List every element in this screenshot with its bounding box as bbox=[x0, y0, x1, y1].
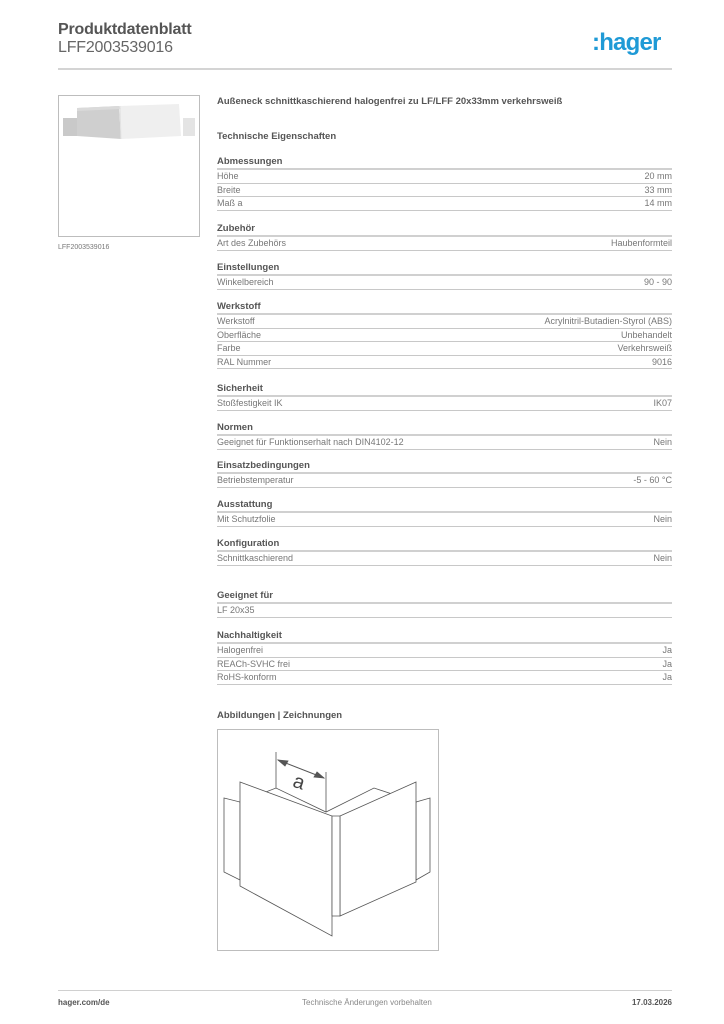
corner-drawing-icon bbox=[218, 730, 438, 950]
row-value: -5 - 60 °C bbox=[633, 475, 672, 485]
section-heading: Einsatzbedingungen bbox=[217, 459, 672, 474]
website-link[interactable]: hager.com/de bbox=[58, 998, 110, 1007]
row-label: Geeignet für Funktionserhalt nach DIN4102-12 bbox=[217, 437, 404, 447]
section-einstellungen bbox=[217, 261, 672, 290]
row-label: Halogenfrei bbox=[217, 645, 264, 655]
section-heading: Werkstoff bbox=[217, 300, 672, 315]
row-value: Nein bbox=[653, 514, 672, 524]
section-heading: Geeignet für bbox=[217, 589, 672, 604]
section-zubehoer bbox=[217, 222, 672, 251]
section-heading: Ausstattung bbox=[217, 498, 672, 513]
table-row bbox=[217, 315, 672, 329]
row-label: LF 20x35 bbox=[217, 605, 255, 615]
row-label: Art des Zubehörs bbox=[217, 238, 287, 248]
table-row bbox=[217, 342, 672, 356]
row-label: REACh-SVHC frei bbox=[217, 658, 291, 669]
section-heading: Sicherheit bbox=[217, 382, 672, 397]
row-label: Höhe bbox=[217, 171, 239, 181]
product-photo-icon bbox=[59, 96, 199, 236]
row-value: Nein bbox=[653, 553, 672, 563]
table-row bbox=[217, 184, 672, 198]
table-row bbox=[217, 644, 672, 658]
section-heading: Normen bbox=[217, 421, 672, 436]
row-value: Ja bbox=[662, 672, 672, 682]
row-value: 14 mm bbox=[644, 198, 672, 208]
section-heading: Konfiguration bbox=[217, 537, 672, 552]
section-nachhaltigkeit bbox=[217, 629, 672, 685]
section-normen bbox=[217, 421, 672, 450]
row-value: Acrylnitril-Butadien-Styrol (ABS) bbox=[544, 316, 672, 326]
row-value: Ja bbox=[662, 645, 672, 655]
technical-drawing bbox=[217, 729, 439, 951]
row-value: Unbehandelt bbox=[620, 329, 672, 340]
table-row bbox=[217, 604, 672, 618]
row-value: Ja bbox=[662, 658, 672, 669]
table-row bbox=[217, 513, 672, 527]
row-label: Breite bbox=[217, 184, 241, 195]
section-abmessungen bbox=[217, 155, 672, 211]
product-thumbnail bbox=[58, 95, 200, 237]
table-row bbox=[217, 170, 672, 184]
row-value: 9016 bbox=[651, 356, 672, 367]
footer-date: 17.03.2026 bbox=[631, 998, 672, 1007]
section-heading: Abmessungen bbox=[217, 155, 672, 170]
table-row bbox=[217, 397, 672, 411]
header-divider bbox=[58, 68, 672, 70]
footer-disclaimer: Technische Änderungen vorbehalten bbox=[302, 998, 432, 1007]
row-label: Stoßfestigkeit IK bbox=[217, 398, 283, 408]
table-row bbox=[217, 474, 672, 488]
section-einsatzbedingungen bbox=[217, 459, 672, 488]
row-label: Mit Schutzfolie bbox=[217, 514, 276, 524]
row-label: Winkelbereich bbox=[217, 277, 274, 287]
footer-divider bbox=[58, 990, 672, 991]
row-label: Maß a bbox=[217, 198, 243, 208]
section-werkstoff bbox=[217, 300, 672, 369]
table-row bbox=[217, 197, 672, 211]
row-label: RAL Nummer bbox=[217, 356, 272, 367]
table-row bbox=[217, 671, 672, 685]
table-row bbox=[217, 658, 672, 672]
row-label: Werkstoff bbox=[217, 316, 255, 326]
section-heading: Nachhaltigkeit bbox=[217, 629, 672, 644]
thumbnail-caption: LFF2003539016 bbox=[58, 244, 110, 251]
row-label: Oberfläche bbox=[217, 329, 262, 340]
section-konfiguration bbox=[217, 537, 672, 566]
row-value: Verkehrsweiß bbox=[617, 343, 672, 353]
table-row bbox=[217, 329, 672, 343]
row-label: Betriebstemperatur bbox=[217, 475, 294, 485]
section-geeignet-fuer bbox=[217, 589, 672, 618]
product-title: Außeneck schnittkaschierend halogenfrei zu LF/LFF 20x33mm verkehrsweiß bbox=[217, 96, 563, 107]
row-label: Schnittkaschierend bbox=[217, 553, 294, 563]
section-heading: Einstellungen bbox=[217, 261, 672, 276]
row-value: 33 mm bbox=[644, 184, 672, 195]
table-row bbox=[217, 436, 672, 450]
tech-properties-heading: Technische Eigenschaften bbox=[217, 131, 337, 142]
table-row bbox=[217, 356, 672, 370]
row-value: 20 mm bbox=[644, 171, 672, 181]
table-row bbox=[217, 276, 672, 290]
article-number: LFF2003539016 bbox=[58, 39, 173, 56]
table-row bbox=[217, 237, 672, 251]
row-label: RoHS-konform bbox=[217, 672, 277, 682]
logo-text: :hager bbox=[592, 29, 661, 56]
section-sicherheit bbox=[217, 382, 672, 411]
table-row bbox=[217, 552, 672, 566]
row-label: Farbe bbox=[217, 343, 241, 353]
row-value: Haubenformteil bbox=[610, 238, 672, 248]
figures-heading: Abbildungen | Zeichnungen bbox=[217, 710, 343, 721]
row-value: IK07 bbox=[653, 398, 672, 408]
row-value: 90 - 90 bbox=[643, 277, 672, 287]
row-value: Nein bbox=[653, 437, 672, 447]
hager-logo bbox=[592, 29, 661, 57]
page-title: Produktdatenblatt bbox=[58, 21, 192, 38]
section-ausstattung bbox=[217, 498, 672, 527]
section-heading: Zubehör bbox=[217, 222, 672, 237]
dimension-label: a bbox=[290, 770, 308, 795]
